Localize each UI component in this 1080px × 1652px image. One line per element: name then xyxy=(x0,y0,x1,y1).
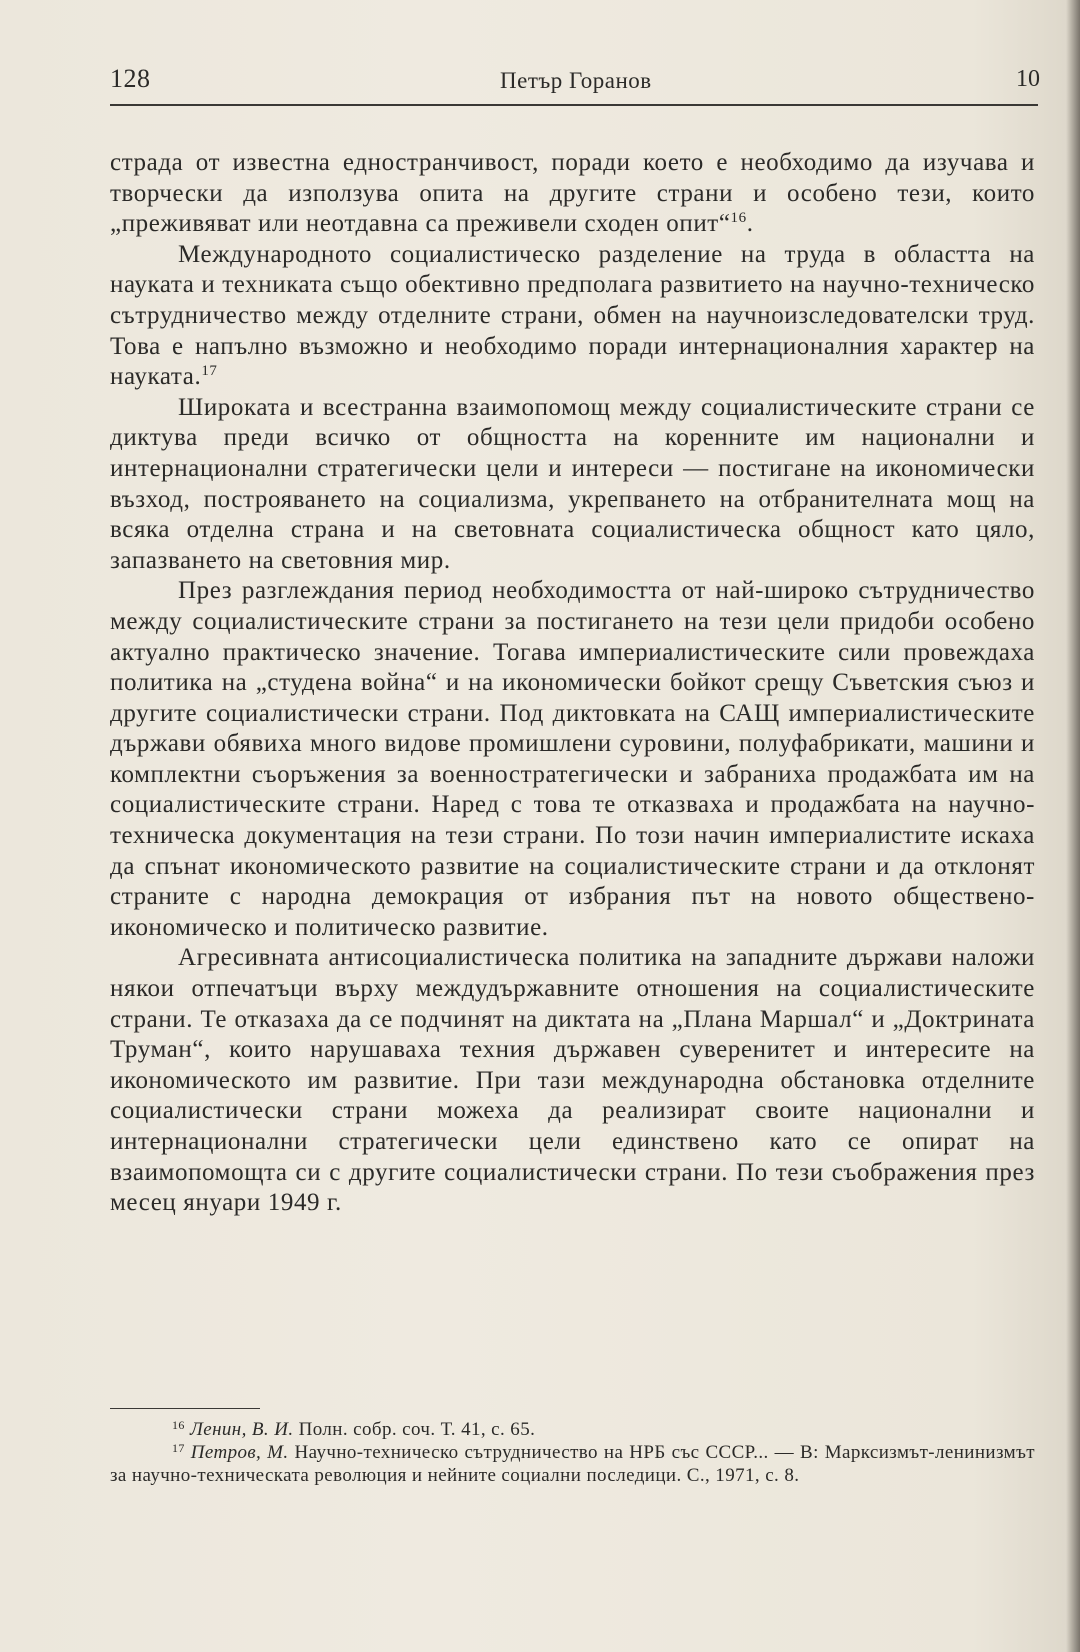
paragraph-3: Широката и всестранна взаимопомощ между социалистическите страни се диктува преди всичко от общността на коренните им национални и интернационални стратегически цели и интереси — постигане на икономически възход, построяването на социализма, укрепването на отбранителната мощ на всяка отделна страна и на световната социалистическа общност като цяло, запазването на световния мир. xyxy=(110,393,1035,574)
footnote-ref-16: 16 xyxy=(730,210,747,227)
footnotes xyxy=(110,1418,1035,1487)
main-text xyxy=(110,148,1035,1219)
page-edge-shadow xyxy=(1066,0,1080,1652)
paragraph-4: През разглеждания период необходимостта от най-широко сътрудничество между социалистическите страни за постигането на тези цели придоби особено актуално практическо значение. Тогава империалистическите сили провеждаха политика на „студена война“ и на икономически бойкот срещу Съветския съюз и другите социалистически страни. Под диктовката на САЩ империалистическите държави обявиха много видове промишлени суровини, полуфабрикати, машини и комплектни съоръжения за военностратегически и забраниха продажбата им на социалистическите страни. Наред с това те отказваха и продажбата на научно-техническа документация на тези страни. По този начин империалистите искаха да спънат икономическото развитие на социалистическите страни и да отклонят страните с народна демокрация от избрания път на новото обществено-икономическо и политическо развитие. xyxy=(110,577,1035,941)
footnote-ref-17: 17 xyxy=(201,363,218,380)
running-head-author: Петър Горанов xyxy=(500,68,652,93)
chapter-number: 10 xyxy=(1016,66,1040,92)
footnote-16: $^{16}$ Ленин, В. И. Полн. собр. соч. Т. 41, с. 65. xyxy=(172,1418,536,1440)
page-header xyxy=(110,64,1040,104)
footnote-rule xyxy=(110,1408,260,1409)
paragraph-5: Агресивната антисоциалистическа политика на западните държави наложи някои отпечатъци върху междудържавните отношения на социалистическите страни. Те отказаха да се подчинят на диктата на „Плана Маршал“ и „Доктрината Труман“, които нарушаваха техния държавен суверенитет и интересите на икономическото им развитие. При тази международна обстановка отделните социалистически страни можеха да реализират своите национални и интернационални стратегически цели единствено като се опират на взаимопомощта си с другите социалистически страни. По тези съображения през месец януари 1949 г. xyxy=(110,944,1035,1217)
header-rule xyxy=(110,104,1038,106)
paragraph-1: страда от известна едностранчивост, поради което е необходимо да изучава и творчески да използува опита на другите страни и особено тези, които „преживяват или неотдавна са преживели сходен опит“$^{16}$. xyxy=(110,149,1035,238)
page-number: 128 xyxy=(110,64,151,93)
footnote-17: $^{17}$ Петров, М. Научно-техническо сътрудничество на НРБ със СССР... — В: Марксизмът-ленинизмът за научно-техническата революция и нейните социални последици. С., 1971, с. 8. xyxy=(110,1441,1035,1486)
paragraph-2: Международното социалистическо разделение на труда в областта на науката и техниката също обективно предполага развитието на научно-техническо сътрудничество между отделните страни, обмен на научноизследователски труд. Това е напълно възможно и необходимо поради интернационалния характер на науката.$^{17}$ xyxy=(110,240,1035,391)
